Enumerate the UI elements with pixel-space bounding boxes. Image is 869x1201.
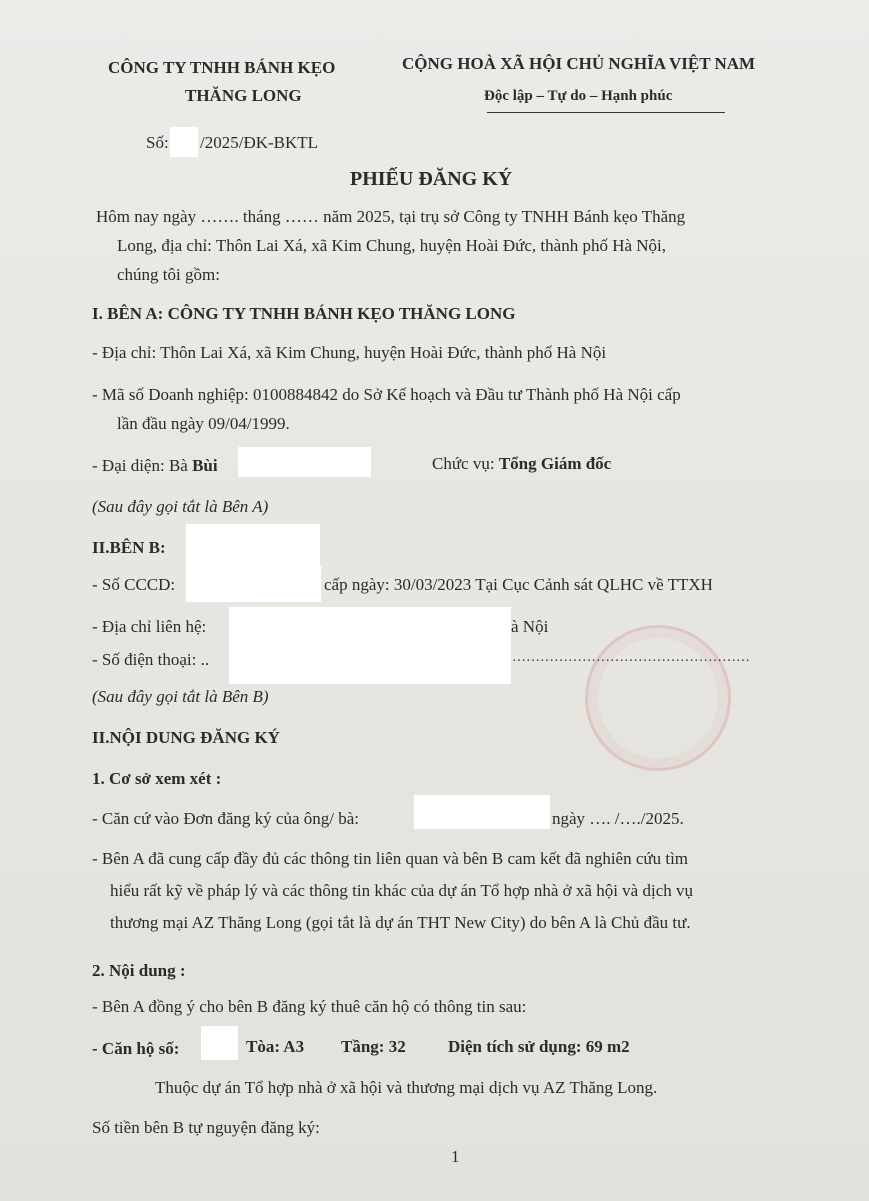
- redacted-party-b-name: [186, 524, 320, 566]
- party-a-tax-line-1: - Mã số Doanh nghiệp: 0100884842 do Sở Kế hoạch và Đầu tư Thành phố Hà Nội cấp: [92, 385, 681, 404]
- basis-1-label: - Căn cứ vào Đơn đăng ký của ông/ bà:: [92, 809, 359, 828]
- content-heading: II.NỘI DUNG ĐĂNG KÝ: [92, 728, 280, 747]
- detail-heading: 2. Nội dung :: [92, 961, 186, 980]
- project-line: Thuộc dự án Tổ hợp nhà ở xã hội và thương mại dịch vụ AZ Thăng Long.: [155, 1078, 658, 1097]
- party-b-address-label: - Địa chỉ liên hệ:: [92, 617, 207, 636]
- company-name-line2: THĂNG LONG: [185, 86, 302, 105]
- party-b-phone-label: - Số điện thoại: ..: [92, 650, 210, 669]
- amount-label: Số tiền bên B tự nguyện đăng ký:: [92, 1118, 320, 1137]
- motto: Độc lập – Tự do – Hạnh phúc: [484, 88, 673, 104]
- apartment-area: Diện tích sử dụng: 69 m2: [448, 1037, 630, 1056]
- party-b-alias: (Sau đây gọi tắt là Bên B): [92, 687, 269, 706]
- party-b-address-tail: à Nội: [511, 617, 549, 636]
- redacted-id-number: [186, 566, 321, 602]
- party-b-phone-dots: ……………………………………………: [512, 650, 750, 665]
- party-a-alias: (Sau đây gọi tắt là Bên A): [92, 497, 269, 516]
- party-b-id-issued: cấp ngày: 30/03/2023 Tại Cục Cảnh sát QLHC về TTXH: [324, 575, 713, 594]
- apartment-floor: Tầng: 32: [341, 1037, 406, 1056]
- page-number: 1: [451, 1147, 460, 1166]
- party-a-position: [432, 453, 611, 475]
- rep-name: Bùi: [192, 456, 218, 475]
- redacted-rep-name: [238, 447, 371, 477]
- party-a-address: - Địa chỉ: Thôn Lai Xá, xã Kim Chung, huyện Hoài Đức, thành phố Hà Nội: [92, 343, 607, 362]
- intro-line-3: chúng tôi gồm:: [117, 265, 220, 284]
- motto-underline: [487, 112, 725, 113]
- intro-line-1: Hôm nay ngày ……. tháng …… năm 2025, tại trụ sở Công ty TNHH Bánh kẹo Thăng: [96, 207, 686, 226]
- basis-1-date: ngày …. /…./2025.: [552, 809, 684, 828]
- redacted-apartment-number: [201, 1026, 238, 1060]
- party-b-heading: II.BÊN B:: [92, 538, 166, 557]
- detail-1: - Bên A đồng ý cho bên B đăng ký thuê căn hộ có thông tin sau:: [92, 997, 527, 1016]
- party-b-id-label: - Số CCCD:: [92, 575, 176, 594]
- apartment-label: - Căn hộ số:: [92, 1039, 180, 1058]
- party-a-heading: I. BÊN A: CÔNG TY TNHH BÁNH KẸO THĂNG LONG: [92, 304, 516, 323]
- basis-2-line-1: - Bên A đã cung cấp đầy đủ các thông tin liên quan và bên B cam kết đã nghiên cứu tìm: [92, 849, 689, 868]
- basis-heading: 1. Cơ sở xem xét :: [92, 769, 222, 788]
- party-a-tax-line-2: lần đầu ngày 09/04/1999.: [117, 414, 290, 433]
- basis-2-line-3: thương mại AZ Thăng Long (gọi tắt là dự án THT New City) do bên A là Chủ đầu tư.: [110, 913, 691, 932]
- position-value: Tổng Giám đốc: [498, 454, 612, 473]
- basis-2-line-2: hiểu rất kỹ về pháp lý và các thông tin khác của dự án Tổ hợp nhà ở xã hội và dịch vụ: [110, 881, 693, 900]
- party-a-rep: [92, 455, 218, 477]
- redacted-doc-number: [170, 127, 198, 157]
- page-title: PHIẾU ĐĂNG KÝ: [350, 168, 513, 190]
- apartment-building: Tòa: A3: [246, 1037, 305, 1056]
- redacted-address-phone: [229, 607, 511, 684]
- intro-line-2: Long, địa chỉ: Thôn Lai Xá, xã Kim Chung, huyện Hoài Đức, thành phố Hà Nội,: [117, 236, 667, 255]
- doc-number-prefix: Số:: [146, 133, 169, 152]
- rep-label: - Đại diện: Bà: [92, 456, 193, 475]
- redacted-applicant-name: [414, 795, 550, 829]
- position-label: Chức vụ:: [432, 454, 499, 473]
- doc-number-suffix: /2025/ĐK-BKTL: [200, 133, 319, 152]
- company-name-line1: CÔNG TY TNHH BÁNH KẸO: [108, 58, 336, 77]
- nation-title: CỘNG HOÀ XÃ HỘI CHỦ NGHĨA VIỆT NAM: [402, 54, 756, 73]
